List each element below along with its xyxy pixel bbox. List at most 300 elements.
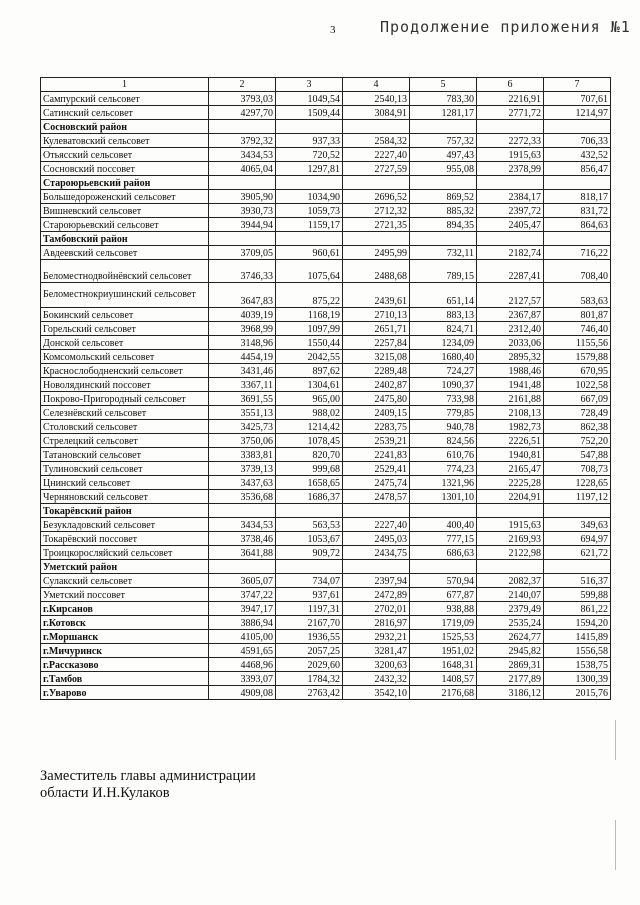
cell-value: 708,73 (544, 462, 611, 476)
table-row (41, 218, 611, 232)
cell-value: 1594,20 (544, 616, 611, 630)
table-row (41, 134, 611, 148)
row-name: Селезнёвский сельсовет (41, 406, 209, 420)
row-name: Комсомольский сельсовет (41, 350, 209, 364)
cell-value: 706,33 (544, 134, 611, 148)
cell-value: 2439,61 (343, 283, 410, 308)
row-name: г.Тамбов (41, 672, 209, 686)
cell-value: 1075,64 (276, 260, 343, 283)
cell-value: 3536,68 (209, 490, 276, 504)
cell-value: 2535,24 (477, 616, 544, 630)
cell-value: 1155,56 (544, 336, 611, 350)
cell-value: 3641,88 (209, 546, 276, 560)
cell-value: 3186,12 (477, 686, 544, 700)
cell-value: 2495,99 (343, 246, 410, 260)
cell-value: 4105,00 (209, 630, 276, 644)
cell-value: 2478,57 (343, 490, 410, 504)
cell-value: 789,15 (410, 260, 477, 283)
cell-value: 2108,13 (477, 406, 544, 420)
cell-value: 2367,87 (477, 308, 544, 322)
cell-value: 3750,06 (209, 434, 276, 448)
cell-value: 988,02 (276, 406, 343, 420)
cell-value: 3905,90 (209, 190, 276, 204)
row-name: г.Котовск (41, 616, 209, 630)
row-name: Троицкоросляйский сельсовет (41, 546, 209, 560)
cell-value: 937,61 (276, 588, 343, 602)
cell-value: 724,27 (410, 364, 477, 378)
district-name: Староюрьевский район (41, 176, 209, 190)
table-row (41, 246, 611, 260)
city-row (41, 672, 611, 686)
cell-value: 2379,49 (477, 602, 544, 616)
cell-value: 3084,91 (343, 106, 410, 120)
table-row (41, 574, 611, 588)
row-name: Беломестнодвойнёвский сельсовет (41, 260, 209, 283)
cell-value: 2539,21 (343, 434, 410, 448)
cell-value: 2216,91 (477, 92, 544, 106)
column-header: 3 (276, 78, 343, 92)
cell-value (209, 504, 276, 518)
city-row (41, 644, 611, 658)
signature-line-2: области И.Н.Кулаков (40, 785, 170, 801)
cell-value: 2225,28 (477, 476, 544, 490)
cell-value: 583,63 (544, 283, 611, 308)
cell-value: 824,71 (410, 322, 477, 336)
cell-value: 1297,81 (276, 162, 343, 176)
cell-value (343, 176, 410, 190)
cell-value: 2702,01 (343, 602, 410, 616)
column-header: 2 (209, 78, 276, 92)
district-name: Тамбовский район (41, 232, 209, 246)
table-row (41, 106, 611, 120)
cell-value: 2727,59 (343, 162, 410, 176)
row-name: г.Уварово (41, 686, 209, 700)
cell-value: 861,22 (544, 602, 611, 616)
cell-value: 3434,53 (209, 148, 276, 162)
cell-value: 3431,46 (209, 364, 276, 378)
cell-value: 4039,19 (209, 308, 276, 322)
cell-value: 2272,33 (477, 134, 544, 148)
cell-value: 938,88 (410, 602, 477, 616)
cell-value (343, 120, 410, 134)
cell-value (209, 560, 276, 574)
cell-value: 497,43 (410, 148, 477, 162)
cell-value (209, 176, 276, 190)
city-row (41, 616, 611, 630)
cell-value: 2378,99 (477, 162, 544, 176)
city-row (41, 658, 611, 672)
cell-value (477, 232, 544, 246)
cell-value: 1936,55 (276, 630, 343, 644)
table-row (41, 392, 611, 406)
row-name: Краснослободненский сельсовет (41, 364, 209, 378)
table-row (41, 308, 611, 322)
cell-value: 4909,08 (209, 686, 276, 700)
scan-edge-mark (615, 720, 616, 760)
row-name: Безукладовский сельсовет (41, 518, 209, 532)
cell-value: 757,32 (410, 134, 477, 148)
cell-value: 999,68 (276, 462, 343, 476)
cell-value (477, 176, 544, 190)
cell-value: 2182,74 (477, 246, 544, 260)
cell-value (276, 176, 343, 190)
row-name: Уметский поссовет (41, 588, 209, 602)
cell-value: 651,14 (410, 283, 477, 308)
cell-value (276, 232, 343, 246)
cell-value: 2869,31 (477, 658, 544, 672)
cell-value: 2710,13 (343, 308, 410, 322)
cell-value: 694,97 (544, 532, 611, 546)
cell-value: 599,88 (544, 588, 611, 602)
cell-value: 1281,17 (410, 106, 477, 120)
cell-value: 3947,17 (209, 602, 276, 616)
cell-value: 670,95 (544, 364, 611, 378)
table-row (41, 162, 611, 176)
cell-value: 1053,67 (276, 532, 343, 546)
cell-value (276, 120, 343, 134)
cell-value: 621,72 (544, 546, 611, 560)
cell-value: 4468,96 (209, 658, 276, 672)
cell-value: 2495,03 (343, 532, 410, 546)
cell-value: 869,52 (410, 190, 477, 204)
cell-value: 3425,73 (209, 420, 276, 434)
cell-value: 1982,73 (477, 420, 544, 434)
table-row (41, 518, 611, 532)
cell-value: 2257,84 (343, 336, 410, 350)
cell-value: 2161,88 (477, 392, 544, 406)
cell-value: 1197,12 (544, 490, 611, 504)
cell-value: 1509,44 (276, 106, 343, 120)
cell-value: 1214,97 (544, 106, 611, 120)
cell-value: 2289,48 (343, 364, 410, 378)
data-table (40, 77, 611, 700)
cell-value (544, 176, 611, 190)
cell-value: 2226,51 (477, 434, 544, 448)
cell-value: 856,47 (544, 162, 611, 176)
cell-value: 2033,06 (477, 336, 544, 350)
cell-value: 1049,54 (276, 92, 343, 106)
cell-value: 3551,13 (209, 406, 276, 420)
column-header: 6 (477, 78, 544, 92)
table-row (41, 350, 611, 364)
cell-value: 2816,97 (343, 616, 410, 630)
cell-value: 1579,88 (544, 350, 611, 364)
cell-value: 2241,83 (343, 448, 410, 462)
cell-value (276, 504, 343, 518)
cell-value: 955,08 (410, 162, 477, 176)
cell-value (209, 232, 276, 246)
cell-value (410, 176, 477, 190)
cell-value: 2082,37 (477, 574, 544, 588)
cell-value: 2475,74 (343, 476, 410, 490)
cell-value: 2312,40 (477, 322, 544, 336)
cell-value: 3792,32 (209, 134, 276, 148)
cell-value: 894,35 (410, 218, 477, 232)
row-name: Авдеевский сельсовет (41, 246, 209, 260)
cell-value: 2169,93 (477, 532, 544, 546)
cell-value: 2651,71 (343, 322, 410, 336)
cell-value: 1304,61 (276, 378, 343, 392)
table-row (41, 260, 611, 283)
table-row (41, 420, 611, 434)
cell-value: 570,94 (410, 574, 477, 588)
row-name: Сатинский сельсовет (41, 106, 209, 120)
cell-value: 1321,96 (410, 476, 477, 490)
cell-value: 885,32 (410, 204, 477, 218)
cell-value: 1915,63 (477, 148, 544, 162)
cell-value: 1168,19 (276, 308, 343, 322)
cell-value: 716,22 (544, 246, 611, 260)
cell-value: 1915,63 (477, 518, 544, 532)
cell-value: 563,53 (276, 518, 343, 532)
cell-value: 1300,39 (544, 672, 611, 686)
cell-value: 2895,32 (477, 350, 544, 364)
district-row (41, 232, 611, 246)
cell-value: 2177,89 (477, 672, 544, 686)
cell-value: 2475,80 (343, 392, 410, 406)
cell-value: 2397,72 (477, 204, 544, 218)
cell-value: 2015,76 (544, 686, 611, 700)
cell-value: 610,76 (410, 448, 477, 462)
column-header: 4 (343, 78, 410, 92)
table-row (41, 283, 611, 308)
row-name: Покрово-Пригородный сельсовет (41, 392, 209, 406)
cell-value (477, 504, 544, 518)
cell-value: 4065,04 (209, 162, 276, 176)
table-row (41, 204, 611, 218)
cell-value: 3383,81 (209, 448, 276, 462)
row-name: г.Кирсанов (41, 602, 209, 616)
cell-value: 937,33 (276, 134, 343, 148)
cell-value: 897,62 (276, 364, 343, 378)
table-row (41, 322, 611, 336)
cell-value: 2140,07 (477, 588, 544, 602)
cell-value: 432,52 (544, 148, 611, 162)
cell-value: 2227,40 (343, 518, 410, 532)
cell-value: 2932,21 (343, 630, 410, 644)
cell-value: 2712,32 (343, 204, 410, 218)
cell-value: 1525,53 (410, 630, 477, 644)
cell-value: 2397,94 (343, 574, 410, 588)
district-row (41, 176, 611, 190)
cell-value: 940,78 (410, 420, 477, 434)
continuation-title: Продолжение приложения №1 (380, 18, 631, 36)
cell-value (544, 232, 611, 246)
cell-value: 2042,55 (276, 350, 343, 364)
row-name: Донской сельсовет (41, 336, 209, 350)
cell-value: 1408,57 (410, 672, 477, 686)
cell-value: 3691,55 (209, 392, 276, 406)
cell-value (477, 560, 544, 574)
cell-value: 2204,91 (477, 490, 544, 504)
cell-value: 3747,22 (209, 588, 276, 602)
cell-value: 2529,41 (343, 462, 410, 476)
cell-value: 2167,70 (276, 616, 343, 630)
cell-value: 732,11 (410, 246, 477, 260)
cell-value: 4454,19 (209, 350, 276, 364)
cell-value: 2165,47 (477, 462, 544, 476)
table-row (41, 190, 611, 204)
row-name: Татановский сельсовет (41, 448, 209, 462)
cell-value: 1197,31 (276, 602, 343, 616)
cell-value: 777,15 (410, 532, 477, 546)
cell-value: 1097,99 (276, 322, 343, 336)
cell-value: 824,56 (410, 434, 477, 448)
cell-value: 1159,17 (276, 218, 343, 232)
cell-value: 2402,87 (343, 378, 410, 392)
cell-value: 2584,32 (343, 134, 410, 148)
table-row (41, 406, 611, 420)
cell-value: 2287,41 (477, 260, 544, 283)
cell-value: 3739,13 (209, 462, 276, 476)
cell-value: 2384,17 (477, 190, 544, 204)
cell-value: 2624,77 (477, 630, 544, 644)
column-header-row (41, 78, 611, 92)
cell-value: 1988,46 (477, 364, 544, 378)
cell-value: 2127,57 (477, 283, 544, 308)
cell-value: 3215,08 (343, 350, 410, 364)
row-name: Горельский сельсовет (41, 322, 209, 336)
cell-value: 667,09 (544, 392, 611, 406)
cell-value: 783,30 (410, 92, 477, 106)
cell-value: 3393,07 (209, 672, 276, 686)
cell-value: 1648,31 (410, 658, 477, 672)
cell-value: 2409,15 (343, 406, 410, 420)
cell-value (343, 560, 410, 574)
table-row (41, 546, 611, 560)
cell-value (410, 504, 477, 518)
cell-value: 2057,25 (276, 644, 343, 658)
cell-value: 734,07 (276, 574, 343, 588)
cell-value: 686,63 (410, 546, 477, 560)
row-name: Сампурский сельсовет (41, 92, 209, 106)
cell-value: 820,70 (276, 448, 343, 462)
cell-value: 1415,89 (544, 630, 611, 644)
cell-value: 746,40 (544, 322, 611, 336)
row-name: Отьясский сельсовет (41, 148, 209, 162)
cell-value: 1719,09 (410, 616, 477, 630)
cell-value: 4591,65 (209, 644, 276, 658)
cell-value: 2405,47 (477, 218, 544, 232)
cell-value: 3437,63 (209, 476, 276, 490)
cell-value: 965,00 (276, 392, 343, 406)
table-row (41, 92, 611, 106)
cell-value: 1301,10 (410, 490, 477, 504)
column-header: 1 (41, 78, 209, 92)
city-row (41, 602, 611, 616)
cell-value: 3200,63 (343, 658, 410, 672)
cell-value: 677,87 (410, 588, 477, 602)
cell-value: 909,72 (276, 546, 343, 560)
cell-value: 3434,53 (209, 518, 276, 532)
cell-value: 864,63 (544, 218, 611, 232)
cell-value: 3709,05 (209, 246, 276, 260)
scan-edge-mark (615, 820, 616, 870)
row-name: Тулиновский сельсовет (41, 462, 209, 476)
cell-value: 1538,75 (544, 658, 611, 672)
cell-value: 1556,58 (544, 644, 611, 658)
cell-value: 818,17 (544, 190, 611, 204)
row-name: Сулакский сельсовет (41, 574, 209, 588)
cell-value: 733,98 (410, 392, 477, 406)
table-row (41, 434, 611, 448)
row-name: г.Мичуринск (41, 644, 209, 658)
row-name: Беломестнокриушинский сельсовет (41, 283, 209, 308)
signature-block (40, 768, 256, 802)
cell-value: 1214,42 (276, 420, 343, 434)
cell-value: 3148,96 (209, 336, 276, 350)
signature-line-1: Заместитель главы администрации (40, 768, 256, 784)
cell-value: 400,40 (410, 518, 477, 532)
table-row (41, 588, 611, 602)
cell-value: 3738,46 (209, 532, 276, 546)
cell-value: 831,72 (544, 204, 611, 218)
cell-value (477, 120, 544, 134)
cell-value: 3542,10 (343, 686, 410, 700)
cell-value (410, 560, 477, 574)
cell-value: 875,22 (276, 283, 343, 308)
cell-value (343, 232, 410, 246)
district-row (41, 560, 611, 574)
row-name: Черняновский сельсовет (41, 490, 209, 504)
cell-value (209, 120, 276, 134)
cell-value: 2540,13 (343, 92, 410, 106)
cell-value: 2122,98 (477, 546, 544, 560)
cell-value: 707,61 (544, 92, 611, 106)
cell-value: 1680,40 (410, 350, 477, 364)
table-row (41, 476, 611, 490)
cell-value: 2029,60 (276, 658, 343, 672)
cell-value: 2283,75 (343, 420, 410, 434)
cell-value: 1686,37 (276, 490, 343, 504)
cell-value: 2696,52 (343, 190, 410, 204)
cell-value: 960,61 (276, 246, 343, 260)
cell-value (544, 504, 611, 518)
row-name: Сосновский поссовет (41, 162, 209, 176)
row-name: Вишневский сельсовет (41, 204, 209, 218)
cell-value: 3886,94 (209, 616, 276, 630)
cell-value: 1059,73 (276, 204, 343, 218)
cell-value: 3605,07 (209, 574, 276, 588)
cell-value: 1078,45 (276, 434, 343, 448)
cell-value: 2472,89 (343, 588, 410, 602)
cell-value: 547,88 (544, 448, 611, 462)
row-name: Стрелецкий сельсовет (41, 434, 209, 448)
city-row (41, 686, 611, 700)
district-name: Токарёвский район (41, 504, 209, 518)
district-name: Сосновский район (41, 120, 209, 134)
cell-value: 2771,72 (477, 106, 544, 120)
cell-value: 3367,11 (209, 378, 276, 392)
cell-value: 720,52 (276, 148, 343, 162)
cell-value (276, 560, 343, 574)
cell-value: 774,23 (410, 462, 477, 476)
cell-value: 3968,99 (209, 322, 276, 336)
cell-value: 1234,09 (410, 336, 477, 350)
cell-value (410, 120, 477, 134)
column-header: 7 (544, 78, 611, 92)
cell-value: 862,38 (544, 420, 611, 434)
row-name: Большедороженский сельсовет (41, 190, 209, 204)
cell-value: 3793,03 (209, 92, 276, 106)
table-row (41, 448, 611, 462)
cell-value: 1228,65 (544, 476, 611, 490)
table-row (41, 336, 611, 350)
row-name: Староюрьевский сельсовет (41, 218, 209, 232)
row-name: г.Рассказово (41, 658, 209, 672)
cell-value: 1090,37 (410, 378, 477, 392)
cell-value: 3281,47 (343, 644, 410, 658)
